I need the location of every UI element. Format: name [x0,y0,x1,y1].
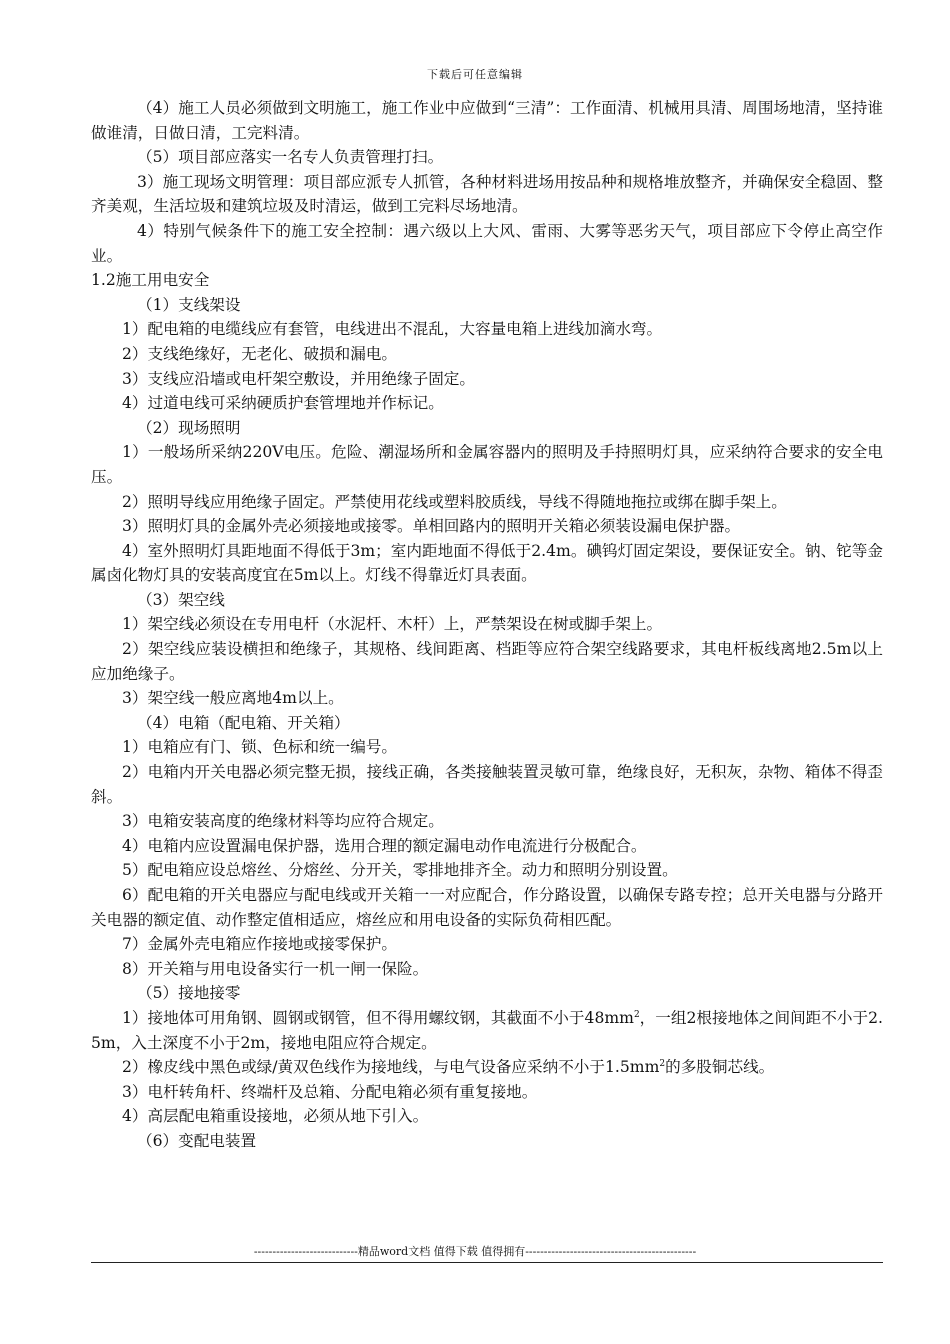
paragraph: 3）架空线一般应离地4m以上。 [122,689,344,708]
paragraph: 1）电箱应有门、锁、色标和统一编号。 [122,738,398,757]
paragraph: 8）开关箱与用电设备实行一机一闸一保险。 [122,959,429,978]
paragraph: 6）配电箱的开关电器应与配电线或开关箱一一对应配合，作分路设置，以确保专路专控；总开关电器与分路开关电器的额定值、动作整定值相适应，熔丝应和用电设备的实际负荷相匹配。 [91,886,883,929]
paragraph-text: 的多股铜芯线。 [665,1058,775,1077]
paragraph: 4）高层配电箱重设接地，必须从地下引入。 [122,1107,429,1126]
paragraph: （4）施工人员必须做到文明施工，施工作业中应做到“三清”：工作面清、机械用具清、周围场地清，坚持谁做谁清，日做日清，工完料清。 [91,99,883,142]
paragraph: 4）特别气候条件下的施工安全控制：遇六级以上大风、雷雨、大雾等恶劣天气，项目部应下令停止高空作业。 [91,221,883,265]
paragraph-text: ，一组2根接地体之间间距不小于2.5m，入土深度不小于2m，接地电阻应符合规定。 [91,1008,883,1052]
paragraph: 3）电杆转角杆、终端杆及总箱、分配电箱必须有重复接地。 [122,1082,538,1101]
paragraph: 4）室外照明灯具距地面不得低于3m；室内距地面不得低于2.4m。碘钨灯固定架设，要保证安全。钠、铊等金属卤化物灯具的安装高度宜在5m以上。灯线不得靠近灯具表面。 [91,541,883,585]
paragraph: （2）现场照明 [137,418,241,437]
paragraph: 3）施工现场文明管理：项目部应派专人抓管，各种材料进场用按品种和规格堆放整齐，并确保安全稳固、整齐美观，生活垃圾和建筑垃圾及时清运，做到工完料尽场地清。 [91,172,883,216]
superscript: 2 [633,1009,640,1020]
paragraph: 3）照明灯具的金属外壳必须接地或接零。单相回路内的照明开关箱必须装设漏电保护器。 [122,517,741,536]
paragraph: 4）过道电线可采纳硬质护套管埋地并作标记。 [122,394,444,413]
paragraph: 2）照明导线应用绝缘子固定。严禁使用花线或塑料胶质线，导线不得随地拖拉或绑在脚手架上。 [122,492,787,511]
paragraph [91,1055,883,1080]
paragraph: 1）配电箱的电缆线应有套管，电线进出不混乱，大容量电箱上进线加滴水弯。 [122,320,663,339]
paragraph: 2）电箱内开关电器必须完整无损，接线正确，各类接触装置灵敏可靠，绝缘良好，无积灰，杂物、箱体不得歪斜。 [91,763,883,806]
paragraph: 3）支线应沿墙或电杆架空敷设，并用绝缘子固定。 [122,369,475,388]
paragraph: （4）电箱（配电箱、开关箱） [137,713,350,732]
page-footer: ----------------------------精品word文档 值得下载 值得拥有---------------------------------------------- [253,1245,697,1258]
paragraph: 4）电箱内应设置漏电保护器，选用合理的额定漏电动作电流进行分极配合。 [122,836,647,855]
paragraph-text: 2）橡皮线中黑色或绿/黄双色线作为接地线，与电气设备应采纳不小于1.5mm [122,1058,660,1077]
paragraph: 2）架空线应装设横担和绝缘子，其规格、线间距离、档距等应符合架空线路要求，其电杆板线离地2.5m以上应加绝缘子。 [91,640,883,683]
paragraph: （6）变配电装置 [137,1131,257,1150]
paragraph: （5）项目部应落实一名专人负责管理打扫。 [137,148,444,167]
paragraph: （3）架空线 [137,590,225,609]
paragraph: （5）接地接零 [137,984,241,1003]
document-body [91,96,883,1154]
paragraph [91,1006,883,1055]
footer-rule [91,1262,883,1263]
paragraph-text: 1）接地体可用角钢、圆钢或钢管，但不得用螺纹钢，其截面不小于48mm [122,1008,634,1027]
page-header: 下载后可任意编辑 [427,68,523,81]
paragraph: （1）支线架设 [137,295,241,314]
paragraph: 7）金属外壳电箱应作接地或接零保护。 [122,935,398,954]
paragraph: 5）配电箱应设总熔丝、分熔丝、分开关，零排地排齐全。动力和照明分别设置。 [122,861,678,880]
paragraph: 1）一般场所采纳220V电压。危险、潮湿场所和金属容器内的照明及手持照明灯具，应采纳符合要求的安全电压。 [91,443,883,486]
paragraph: 2）支线绝缘好，无老化、破损和漏电。 [122,344,398,363]
paragraph: 1）架空线必须设在专用电杆（水泥杆、木杆）上，严禁架设在树或脚手架上。 [122,615,663,634]
paragraph: 3）电箱安装高度的绝缘材料等均应符合规定。 [122,812,444,831]
superscript: 2 [659,1059,666,1070]
paragraph: 1.2施工用电安全 [91,271,210,290]
